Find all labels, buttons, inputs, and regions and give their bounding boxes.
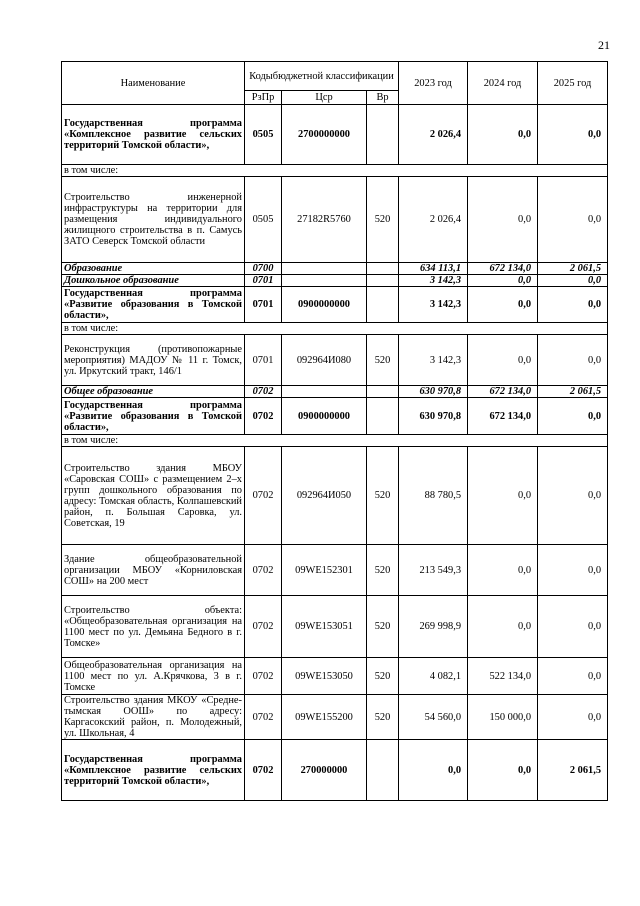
row-name: Государственная программа «Развитие образования в Томской области», xyxy=(62,287,245,323)
row-csr: 09WE153051 xyxy=(282,596,367,658)
page-number: 21 xyxy=(598,38,610,52)
row-value-2024: 150 000,0 xyxy=(468,695,538,740)
row-vr xyxy=(367,275,399,287)
row-vr xyxy=(367,740,399,801)
table-row xyxy=(62,658,608,695)
row-value-2025: 0,0 xyxy=(538,447,608,545)
table-row xyxy=(62,335,608,386)
row-vr: 520 xyxy=(367,447,399,545)
row-rzpr: 0702 xyxy=(245,658,282,695)
row-value-2025: 0,0 xyxy=(538,275,608,287)
row-csr xyxy=(282,386,367,398)
row-vr: 520 xyxy=(367,177,399,263)
row-name: Строительство инженерной инфраструктуры на территории для размещения индивидуального жилищного строительства в п. Самусь ЗАТО Северск Томской области xyxy=(62,177,245,263)
header-vr: Вр xyxy=(367,91,399,105)
row-value-2024: 0,0 xyxy=(468,275,538,287)
row-rzpr: 0702 xyxy=(245,545,282,596)
row-name: Общеобразовательная организация на 1100 мест по ул. А.Крячкова, 3 в г. Томске xyxy=(62,658,245,695)
table-row xyxy=(62,263,608,275)
row-value-2024: 0,0 xyxy=(468,545,538,596)
table-row xyxy=(62,740,608,801)
row-name: Государственная программа «Комплексное развитие сельских территорий Томской области», xyxy=(62,105,245,165)
row-rzpr: 0701 xyxy=(245,287,282,323)
header-rzpr: РзПр xyxy=(245,91,282,105)
row-value-2023: 630 970,8 xyxy=(399,386,468,398)
budget-table xyxy=(61,61,608,801)
table-row xyxy=(62,275,608,287)
row-rzpr: 0702 xyxy=(245,398,282,435)
row-vr xyxy=(367,287,399,323)
row-name: Дошкольное образование xyxy=(62,275,245,287)
row-value-2023: 630 970,8 xyxy=(399,398,468,435)
table-row xyxy=(62,398,608,435)
row-csr: 092964И080 xyxy=(282,335,367,386)
row-value-2023: 2 026,4 xyxy=(399,177,468,263)
row-value-2023: 4 082,1 xyxy=(399,658,468,695)
row-vr: 520 xyxy=(367,658,399,695)
row-name: Общее образование xyxy=(62,386,245,398)
row-vr: 520 xyxy=(367,545,399,596)
table-row xyxy=(62,545,608,596)
row-value-2024: 0,0 xyxy=(468,287,538,323)
row-vr: 520 xyxy=(367,596,399,658)
row-vr: 520 xyxy=(367,695,399,740)
row-value-2024: 0,0 xyxy=(468,596,538,658)
row-csr: 0900000000 xyxy=(282,287,367,323)
table-row xyxy=(62,105,608,165)
row-name: Здание общеобразовательной организации МБОУ «Корниловская СОШ» на 200 мест xyxy=(62,545,245,596)
row-value-2025: 2 061,5 xyxy=(538,386,608,398)
row-vr xyxy=(367,105,399,165)
row-value-2025: 0,0 xyxy=(538,398,608,435)
row-value-2024: 0,0 xyxy=(468,447,538,545)
table-row xyxy=(62,323,608,335)
row-value-2023: 3 142,3 xyxy=(399,335,468,386)
row-csr: 092964И050 xyxy=(282,447,367,545)
row-name: Государственная программа «Развитие образования в Томской области», xyxy=(62,398,245,435)
table-row xyxy=(62,165,608,177)
row-value-2025: 0,0 xyxy=(538,658,608,695)
table-row xyxy=(62,435,608,447)
row-name: Строительство здания МБОУ «Саровская СОШ» с размещением 2–х групп дошкольного образования по адресу: Томская область, Колпашевский район, п. Большая Саровка, ул. Советская, 19 xyxy=(62,447,245,545)
row-vr xyxy=(367,386,399,398)
row-name: Реконструкция (противопожарные мероприятия) МАДОУ № 11 г. Томск, ул. Иркутский тракт, 146/1 xyxy=(62,335,245,386)
row-csr: 27182R5760 xyxy=(282,177,367,263)
row-rzpr: 0702 xyxy=(245,740,282,801)
row-rzpr: 0701 xyxy=(245,335,282,386)
row-value-2024: 0,0 xyxy=(468,335,538,386)
row-csr: 270000000 xyxy=(282,740,367,801)
row-value-2025: 0,0 xyxy=(538,545,608,596)
row-vr: 520 xyxy=(367,335,399,386)
row-value-2024: 672 134,0 xyxy=(468,398,538,435)
table-body xyxy=(62,105,608,801)
row-subheading: в том числе: xyxy=(62,165,608,177)
row-value-2023: 3 142,3 xyxy=(399,275,468,287)
row-value-2023: 3 142,3 xyxy=(399,287,468,323)
row-rzpr: 0702 xyxy=(245,596,282,658)
header-codes: Кодыбюджетной классификации xyxy=(245,62,399,91)
row-value-2023: 213 549,3 xyxy=(399,545,468,596)
row-value-2025: 0,0 xyxy=(538,335,608,386)
row-name: Строительство объекта: «Общеобразовательная организация на 1100 мест по ул. Демьяна Бедного в г. Томске» xyxy=(62,596,245,658)
row-value-2025: 0,0 xyxy=(538,596,608,658)
header-2023: 2023 год xyxy=(399,62,468,105)
header-csr: Цср xyxy=(282,91,367,105)
row-name: Образование xyxy=(62,263,245,275)
row-value-2023: 2 026,4 xyxy=(399,105,468,165)
row-rzpr: 0702 xyxy=(245,386,282,398)
table-row xyxy=(62,695,608,740)
row-value-2024: 672 134,0 xyxy=(468,263,538,275)
row-value-2024: 672 134,0 xyxy=(468,386,538,398)
row-value-2024: 522 134,0 xyxy=(468,658,538,695)
row-rzpr: 0700 xyxy=(245,263,282,275)
row-value-2023: 0,0 xyxy=(399,740,468,801)
row-subheading: в том числе: xyxy=(62,323,608,335)
row-value-2024: 0,0 xyxy=(468,740,538,801)
header-name: Наименование xyxy=(62,62,245,105)
row-value-2023: 88 780,5 xyxy=(399,447,468,545)
row-vr xyxy=(367,263,399,275)
table-row xyxy=(62,177,608,263)
row-csr xyxy=(282,275,367,287)
row-csr xyxy=(282,263,367,275)
table-row xyxy=(62,596,608,658)
row-value-2024: 0,0 xyxy=(468,177,538,263)
row-rzpr: 0702 xyxy=(245,695,282,740)
row-value-2025: 0,0 xyxy=(538,287,608,323)
row-value-2025: 0,0 xyxy=(538,695,608,740)
row-rzpr: 0701 xyxy=(245,275,282,287)
row-csr: 0900000000 xyxy=(282,398,367,435)
row-name: Строительство здания МКОУ «Среднетымская ООШ» по адресу: Каргасокский район, п. Молодежный, ул. Школьная, 4 xyxy=(62,695,245,740)
row-value-2023: 634 113,1 xyxy=(399,263,468,275)
row-value-2025: 0,0 xyxy=(538,105,608,165)
row-value-2025: 2 061,5 xyxy=(538,263,608,275)
row-name: Государственная программа «Комплексное развитие сельских территорий Томской области», xyxy=(62,740,245,801)
row-subheading: в том числе: xyxy=(62,435,608,447)
row-vr xyxy=(367,398,399,435)
header-2025: 2025 год xyxy=(538,62,608,105)
row-rzpr: 0702 xyxy=(245,447,282,545)
row-csr: 09WE153050 xyxy=(282,658,367,695)
row-csr: 09WE155200 xyxy=(282,695,367,740)
header-2024: 2024 год xyxy=(468,62,538,105)
row-csr: 2700000000 xyxy=(282,105,367,165)
row-value-2025: 0,0 xyxy=(538,177,608,263)
row-value-2025: 2 061,5 xyxy=(538,740,608,801)
row-value-2023: 54 560,0 xyxy=(399,695,468,740)
row-rzpr: 0505 xyxy=(245,177,282,263)
row-value-2023: 269 998,9 xyxy=(399,596,468,658)
table-row xyxy=(62,447,608,545)
row-csr: 09WE152301 xyxy=(282,545,367,596)
table-row xyxy=(62,386,608,398)
table-row xyxy=(62,287,608,323)
row-value-2024: 0,0 xyxy=(468,105,538,165)
row-rzpr: 0505 xyxy=(245,105,282,165)
